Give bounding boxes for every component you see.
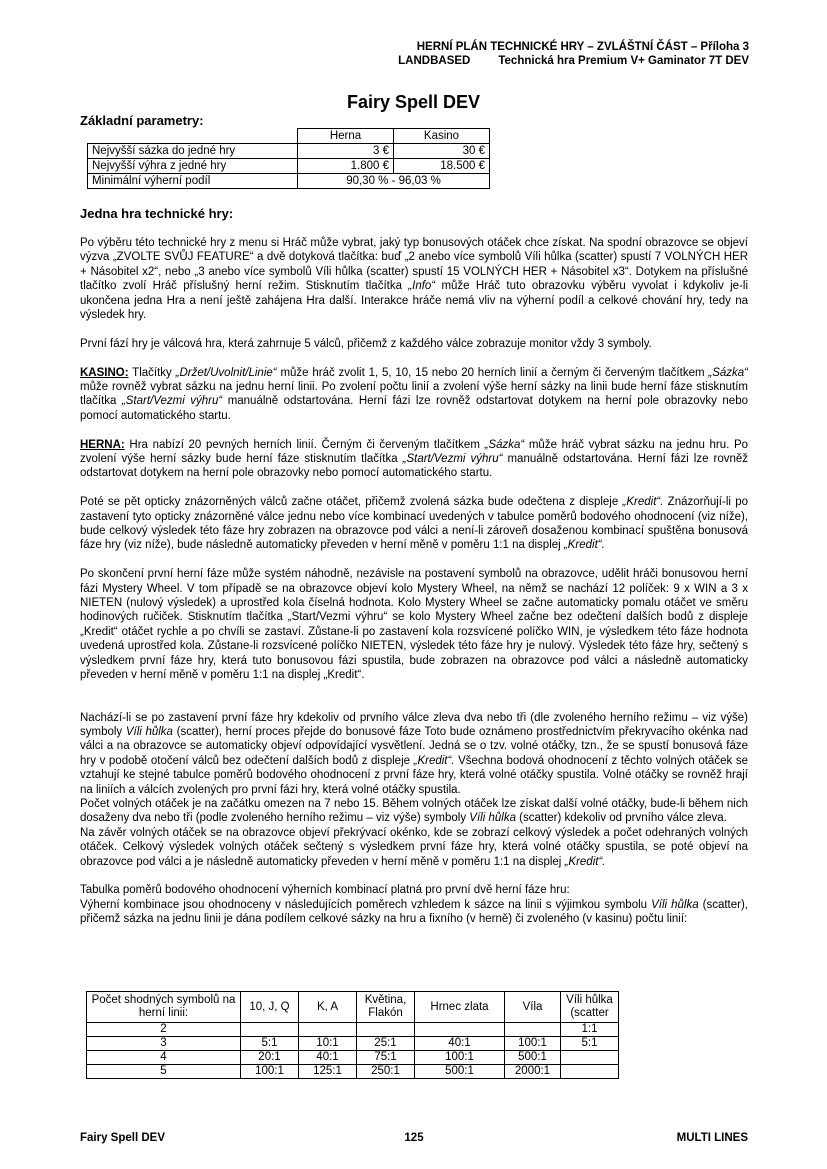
text: může hráč zvolit 1, 5, 10, 15 nebo 20 herních linií a černým či červeným tlačítkem	[280, 366, 705, 379]
table-cell	[505, 1023, 561, 1037]
table-cell: 2000:1	[505, 1065, 561, 1079]
text: Všechna bodová ohodnocení z těchto volných otáček se vztahují ke stejné tabulce poměrů bodového ohodnocení z první fáze hry, která volné otáčky spustila. Volné otáčky se rovněž hrají na liniích a válcích zvolených pro první fázi hry, která volné otáčky spustila.	[80, 754, 748, 796]
text: (scatter), herní proces přejde do bonusové fáze Toto bude oznámeno prostřednictvím překryvacího okénka nad válci a na obrazovce se automaticky objeví odpovídající vysvětlení. Jedná se o tzv. volné otáčky, tzn., že se spustí bonusová fáze hry v podobě otočení válců bez odečtení dalších bodů z displeje	[80, 725, 749, 767]
paytable-header: 10, J, Q	[241, 992, 299, 1023]
param-label: Minimální výherní podíl	[88, 174, 298, 189]
text: Výherní kombinace jsou ohodnoceny v následujících poměrech vzhledem k sázce na linii s výjimkou symbolu	[80, 898, 648, 911]
params-header-row	[88, 129, 490, 144]
paragraph-herna	[80, 438, 748, 481]
table-cell: 5:1	[241, 1037, 299, 1051]
italic-text: „Sázka“	[708, 366, 749, 379]
paytable-header: Květina, Flakón	[357, 992, 415, 1023]
text: Počet volných otáček je na začátku omezen na 7 nebo 15. Během volných otáček lze získat další volné otáčky, bude-li během nich dosaženy dva nebo tři (podle zvoleného herního režimu – viz výše) symboly	[80, 797, 748, 825]
text: (scatter), přičemž sázka na jednu linii je dána podílem celkové sázky na hru a fixního (v herně) či zvoleného (v kasinu) počtu linií:	[80, 898, 748, 926]
text: manuálně odstartována. Herní fázi lze rovněž odstartovat dotykem na herní pole obrazovky nebo pomocí automatického startu.	[80, 395, 748, 422]
table-cell: 500:1	[505, 1051, 561, 1065]
param-herna: 3 €	[298, 144, 394, 159]
italic-text: „Držet/Uvolnit/Linie“	[175, 366, 277, 379]
table-cell: 1:1	[561, 1023, 619, 1037]
paytable-header: Hrnec zlata	[415, 992, 505, 1023]
paragraph-free-spins-end	[80, 826, 748, 869]
paytable-header: Počet shodných symbolů na herní linii:	[87, 992, 241, 1023]
table-cell: 250:1	[357, 1065, 415, 1079]
header-line-1: HERNÍ PLÁN TECHNICKÉ HRY – ZVLÁŠTNÍ ČÁST – Příloha 3	[416, 41, 749, 53]
table-row	[88, 174, 490, 189]
italic-text: Víli hůlka	[469, 812, 516, 825]
table-cell	[561, 1051, 619, 1065]
paytable-header: K, A	[299, 992, 357, 1023]
text: Poté se pět opticky znázorněných válců začne otáčet, přičemž zvolená sázka bude odečtena z displeje	[80, 496, 619, 509]
param-rtp: 90,30 % - 96,03 %	[298, 174, 490, 189]
paragraph-free-spins	[80, 797, 748, 826]
table-row	[87, 1023, 619, 1037]
table-cell: 100:1	[415, 1051, 505, 1065]
table-cell: 100:1	[505, 1037, 561, 1051]
table-cell: 500:1	[415, 1065, 505, 1079]
text: může Hráč tuto obrazovku výběru vyvolat i kdykoliv je-li ukončena jedna Hra a není ještě zahájena Hra další. Interakce hráče nemá vliv na výherní podíl a celkové chování hry, tedy na výsledek hry.	[80, 280, 749, 322]
paragraph-intro	[80, 236, 748, 322]
table-cell: 4	[87, 1051, 241, 1065]
italic-text: „Kredit“.	[563, 539, 605, 552]
table-cell: 40:1	[415, 1037, 505, 1051]
param-herna: 1.800 €	[298, 159, 394, 174]
table-cell	[241, 1023, 299, 1037]
text: Znázorňují-li po zastavení tyto opticky znázorněné válce jednu nebo více kombinací uvedených v tabulce poměrů bodového ohodnocení (viz níže), bude celkový výsledek této fáze hry zobrazen na obrazovce pod válci a není-li zároveň dosaženou kombinací spuštěna bonusová fáze hry (viz níže), bude následně automaticky převeden v herní měně v poměru 1:1 na displej	[80, 496, 748, 552]
table-cell: 25:1	[357, 1037, 415, 1051]
footer-game-name: Fairy Spell DEV	[80, 1132, 166, 1144]
body-text	[80, 236, 748, 927]
paragraph-mystery-wheel: Po skončení první herní fáze může systém náhodně, nezávisle na postavení symbolů na obrazovce, udělit hráči bonusovou herní fázi Mystery Wheel. V tom případě se na obrazovce objeví kolo Mystery Wheel, na němž se nachází 12 políček: 9 x WIN a 3 x NIETEN (nulový výsledek) a uprostřed kola číselná hodnota. Kolo Mystery Wheel se začne automaticky pomalu otáčet ve směru hodinových ručiček. Stisknutím tlačítka „Start/Vezmi výhru“ se kolo Mystery Wheel začne bez odečtení dalších bodů z displeje „Kredit“ otáčet rychle a po chvíli se zastaví. Zůstane-li po zastavení kola rozsvícené políčko WIN, je výsledkem této fáze hodnota uvedená uprostřed kola. Zůstane-li rozsvícené políčko NIETEN, výsledek této fáze hry je nulový. Výsledek této fáze hry, sečtený s výsledkem první fáze hry, která tuto bonusovou fázi spustila, bude zobrazen na obrazovce pod válci a následně automaticky převeden v herní měně v poměru 1:1 na displej „Kredit“.	[80, 568, 748, 682]
table-cell: 125:1	[299, 1065, 357, 1079]
table-cell	[415, 1023, 505, 1037]
italic-text: „Kredit“.	[622, 496, 664, 509]
paragraph-scatter	[80, 711, 748, 797]
paragraph-reels: První fází hry je válcová hra, která zahrnuje 5 válců, přičemž z každého válce zobrazuje monitor vždy 3 symboly.	[80, 337, 652, 350]
param-kasino: 18.500 €	[394, 159, 490, 174]
italic-text: „Kredit“.	[564, 855, 606, 868]
kasino-label: KASINO:	[80, 366, 129, 379]
text: (scatter) kdekoliv od prvního válce zleva.	[519, 812, 727, 825]
italic-text: „Start/Vezmi výhru“	[402, 453, 503, 466]
paytable-header-row	[87, 992, 619, 1023]
page-title: Fairy Spell DEV	[346, 92, 481, 112]
table-cell	[561, 1065, 619, 1079]
table-cell: 3	[87, 1037, 241, 1051]
table-cell: 5	[87, 1065, 241, 1079]
table-cell: 5:1	[561, 1037, 619, 1051]
params-table	[87, 128, 490, 189]
paragraph-kasino	[80, 366, 748, 424]
paragraph-paytable-intro	[80, 883, 748, 926]
params-heading: Základní parametry:	[80, 113, 204, 128]
table-cell: 40:1	[299, 1051, 357, 1065]
param-label: Nejvyšší sázka do jedné hry	[88, 144, 298, 159]
table-cell: 75:1	[357, 1051, 415, 1065]
text: Po výběru této technické hry z menu si Hráč může vybrat, jaký typ bonusových otáček chce získat. Na spodní obrazovce se objeví výzva „ZVOLTE SVŮJ FEATURE“ a dvě dotyková tlačítka: buď „2 anebo více symbolů Víli hůlka (scatter) spustí 7 VOLNÝCH HER + Násobitel x2“, nebo „3 anebo více symbolů Víli hůlka (scatter) spustí 15 VOLNÝCH HER + Násobitel x3“. Dotykem na příslušné tlačítko zvolí Hráč příslušný herní režim. Stisknutím tlačítka	[80, 237, 748, 293]
herna-label: HERNA:	[80, 438, 125, 451]
text: manuálně odstartována. Herní fázi lze rovněž odstartovat dotykem na herní pole obrazovky nebo pomocí automatického startu.	[80, 453, 749, 480]
table-cell: 100:1	[241, 1065, 299, 1079]
header-landbased: LANDBASED	[398, 55, 471, 67]
table-cell: 10:1	[299, 1037, 357, 1051]
italic-text: Víli hůlka	[125, 725, 173, 738]
paytable-header: Víli hůlka (scatter	[561, 992, 619, 1023]
header-line-2	[398, 54, 749, 68]
text: Hra nabízí 20 pevných herních linií. Černým či červeným tlačítkem	[129, 438, 480, 451]
text: může rovněž vybrat sázku na jednu herní linii. Po zvolení počtu linií a zvolení výše herní sázky na linii bude herní fáze stisknutím tlačítka	[80, 381, 748, 408]
table-row	[87, 1051, 619, 1065]
footer-category: MULTI LINES	[676, 1132, 748, 1144]
header-game-name: Technická hra Premium V+ Gaminator 7T DEV	[498, 55, 749, 67]
param-label: Nejvyšší výhra z jedné hry	[88, 159, 298, 174]
paytable-header: Víla	[505, 992, 561, 1023]
text: může hráč vybrat sázku na jednu hru. Po zvolení výše herní sázky bude herní fáze stisknutím tlačítka	[80, 438, 749, 466]
text: Tabulka poměrů bodového ohodnocení výherních kombinací platná pro první dvě herní fáze hru:	[80, 884, 570, 897]
page-footer	[80, 1132, 748, 1144]
italic-text: „Start/Vezmi výhru“	[121, 395, 223, 408]
paytable	[86, 991, 619, 1079]
table-cell	[299, 1023, 357, 1037]
paragraph-spin	[80, 495, 748, 553]
italic-text: „Info“	[408, 280, 436, 293]
page-header	[398, 40, 749, 68]
params-col-kasino: Kasino	[394, 129, 490, 144]
table-row	[87, 1065, 619, 1079]
text: Tlačítky	[132, 366, 172, 379]
table-row	[88, 159, 490, 174]
table-row	[88, 144, 490, 159]
italic-text: „Kredit“.	[413, 754, 455, 767]
table-cell	[357, 1023, 415, 1037]
section-heading: Jedna hra technické hry:	[80, 206, 234, 221]
italic-text: Víli hůlka	[651, 898, 699, 911]
params-col-herna: Herna	[298, 129, 394, 144]
table-row	[87, 1037, 619, 1051]
page-number: 125	[404, 1132, 424, 1144]
table-cell: 2	[87, 1023, 241, 1037]
param-kasino: 30 €	[394, 144, 490, 159]
text: Na závěr volných otáček se na obrazovce objeví překrývací okénko, kde se zobrazí celkový výsledek a počet odehraných volných otáček. Celkový výsledek volných otáček sečtený s výsledkem první fáze hry, která volné otáčky spustila, se poté objeví na obrazovce pod válci a je následně automaticky převeden v herní měně v poměru 1:1 na displej	[80, 826, 748, 868]
text: Nachází-li se po zastavení první fáze hry kdekoliv od prvního válce zleva dva nebo tři (dle zvoleného herního režimu – viz výše) symboly	[80, 711, 748, 738]
table-cell: 20:1	[241, 1051, 299, 1065]
italic-text: „Sázka“	[484, 438, 525, 451]
